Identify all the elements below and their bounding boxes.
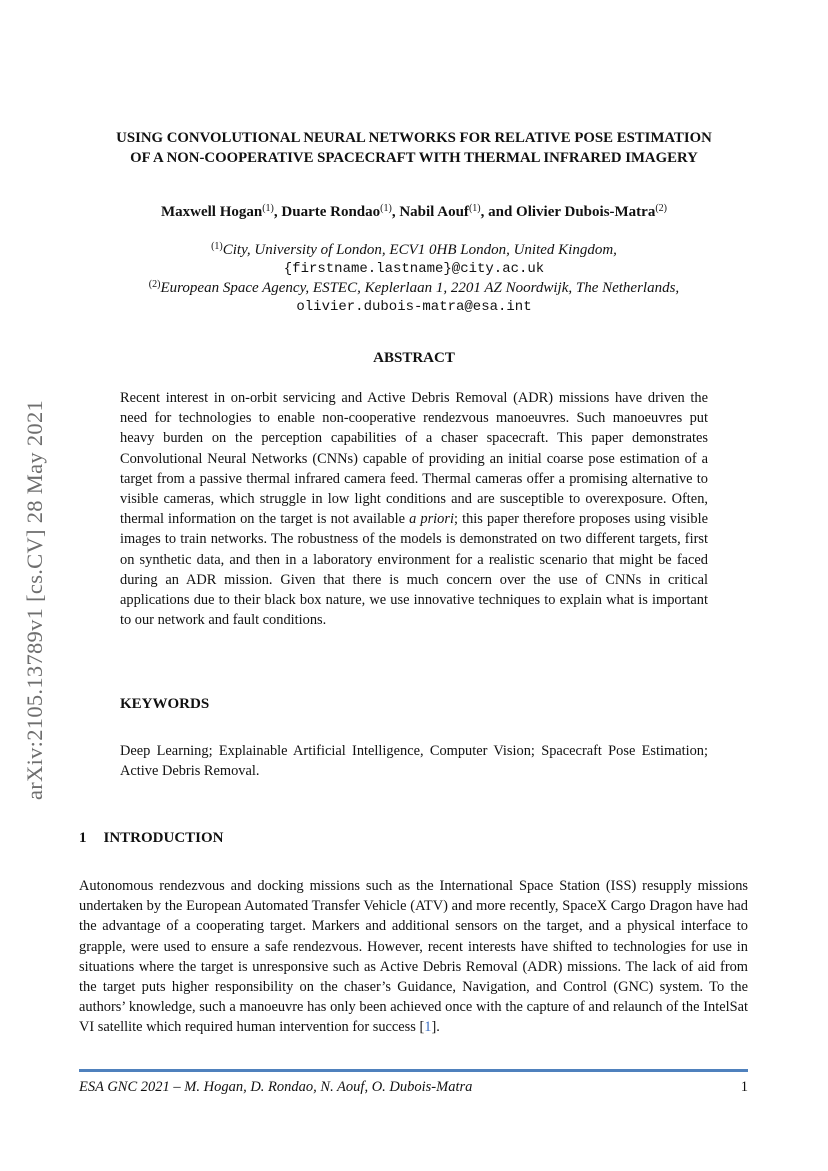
- affiliation-mark: (1): [211, 241, 223, 252]
- affiliation-line: [60, 279, 768, 298]
- paper-title: [60, 128, 768, 168]
- section-heading-introduction: [79, 830, 224, 847]
- introduction-body: [79, 876, 748, 1038]
- keywords-heading: KEYWORDS: [120, 696, 210, 712]
- abstract-body: [120, 388, 708, 630]
- author-affiliation-mark: (1): [380, 203, 392, 214]
- affiliation-mark: (2): [148, 279, 161, 290]
- keywords-body: Deep Learning; Explainable Artificial Intelligence, Computer Vision; Spacecraft Pose Estimation; Active Debris Removal.: [120, 743, 708, 780]
- section-title: INTRODUCTION: [103, 830, 224, 846]
- author-list: [60, 204, 768, 221]
- citation-bracket: ].: [431, 1019, 440, 1036]
- author-affiliation-mark: (2): [655, 203, 668, 214]
- section-number: 1: [79, 830, 87, 846]
- citation-bracket: [: [419, 1019, 425, 1036]
- affiliation-text: European Space Agency, ESTEC, Keplerlaan 1, 2201 AZ Noordwijk, The Netherlands,: [160, 280, 680, 296]
- author-separator: , and: [480, 204, 517, 220]
- author-name: Maxwell Hogan: [160, 204, 263, 220]
- author-affiliation-mark: (1): [468, 203, 481, 214]
- affiliation-email: olivier.dubois-matra@esa.int: [296, 299, 532, 315]
- citation-link[interactable]: 1: [424, 1019, 432, 1036]
- affiliation-block: [60, 241, 768, 317]
- abstract-text: Recent interest in on-orbit servicing and Active Debris Removal (ADR) missions have driven the need for technologies to enable non-cooperative rendezvous manoeuvres. Such manoeuvres put heavy burden on the perception capabilities of a chaser spacecraft. This paper demonstrates Convolutional Neural Networks (CNNs) capable of providing an initial coarse pose estimation of a target from a passive thermal infrared camera feed. Thermal cameras offer a promising alternative to visible cameras, which struggle in low light conditions and are susceptible to overexposure. Often, thermal information on the target is not available: [120, 390, 708, 528]
- page-number: 1: [740, 1079, 748, 1095]
- paper-title-line-2: OF A NON-COOPERATIVE SPACECRAFT WITH THERMAL INFRARED IMAGERY: [130, 150, 698, 166]
- affiliation-line: [60, 241, 768, 260]
- author-separator: ,: [273, 204, 282, 220]
- affiliation-text: City, University of London, ECV1 0HB London, United Kingdom,: [222, 242, 617, 258]
- arxiv-sidebar-stamp: [20, 355, 50, 845]
- author-name: Olivier Dubois-Matra: [516, 204, 656, 220]
- footer-rule: [79, 1069, 748, 1072]
- affiliation-email: {firstname.lastname}@city.ac.uk: [283, 261, 545, 277]
- author-name: Duarte Rondao: [281, 204, 381, 220]
- abstract-heading: ABSTRACT: [373, 350, 455, 366]
- author-separator: ,: [391, 204, 400, 220]
- author-name: Nabil Aouf: [399, 204, 469, 220]
- introduction-text: Autonomous rendezvous and docking missions such as the International Space Station (ISS) resupply missions undertaken by the European Automated Transfer Vehicle (ATV) and more recently, SpaceX Cargo Dragon have had the advantage of a cooperating target. Markers and additional sensors on the target, and a physical interface to grapple, were used to ensure a safe rendezvous. However, recent interests have shifted to technologies for use in situations where the target is unresponsive such as Active Debris Removal (ADR) missions. The lack of aid from the target puts higher responsibility on the chaser’s Guidance, Navigation, and Control (GNC) system. To the authors’ knowledge, such a manoeuvre has only been achieved once with the capture of and relaunch of the IntelSat VI satellite which required human intervention for success: [79, 878, 748, 1036]
- abstract-text: ; this paper therefore proposes using visible images to train networks. The robustness of the models is demonstrated on two different targets, first on synthetic data, and then in a laboratory environment for a realistic scenario that might be faced during an ADR mission. Given that there is much concern over the use of CNNs in critical applications due to their black box nature, we use innovative techniques to explain what is important to our network and fault conditions.: [120, 511, 708, 629]
- arxiv-identifier: arXiv:2105.13789v1 [cs.CV] 28 May 2021: [22, 399, 47, 801]
- author-affiliation-mark: (1): [262, 203, 274, 214]
- abstract-italic-text: a priori: [409, 511, 454, 528]
- paper-title-line-1: USING CONVOLUTIONAL NEURAL NETWORKS FOR RELATIVE POSE ESTIMATION: [116, 130, 712, 146]
- footer-running-title: ESA GNC 2021 – M. Hogan, D. Rondao, N. Aouf, O. Dubois-Matra: [79, 1079, 473, 1095]
